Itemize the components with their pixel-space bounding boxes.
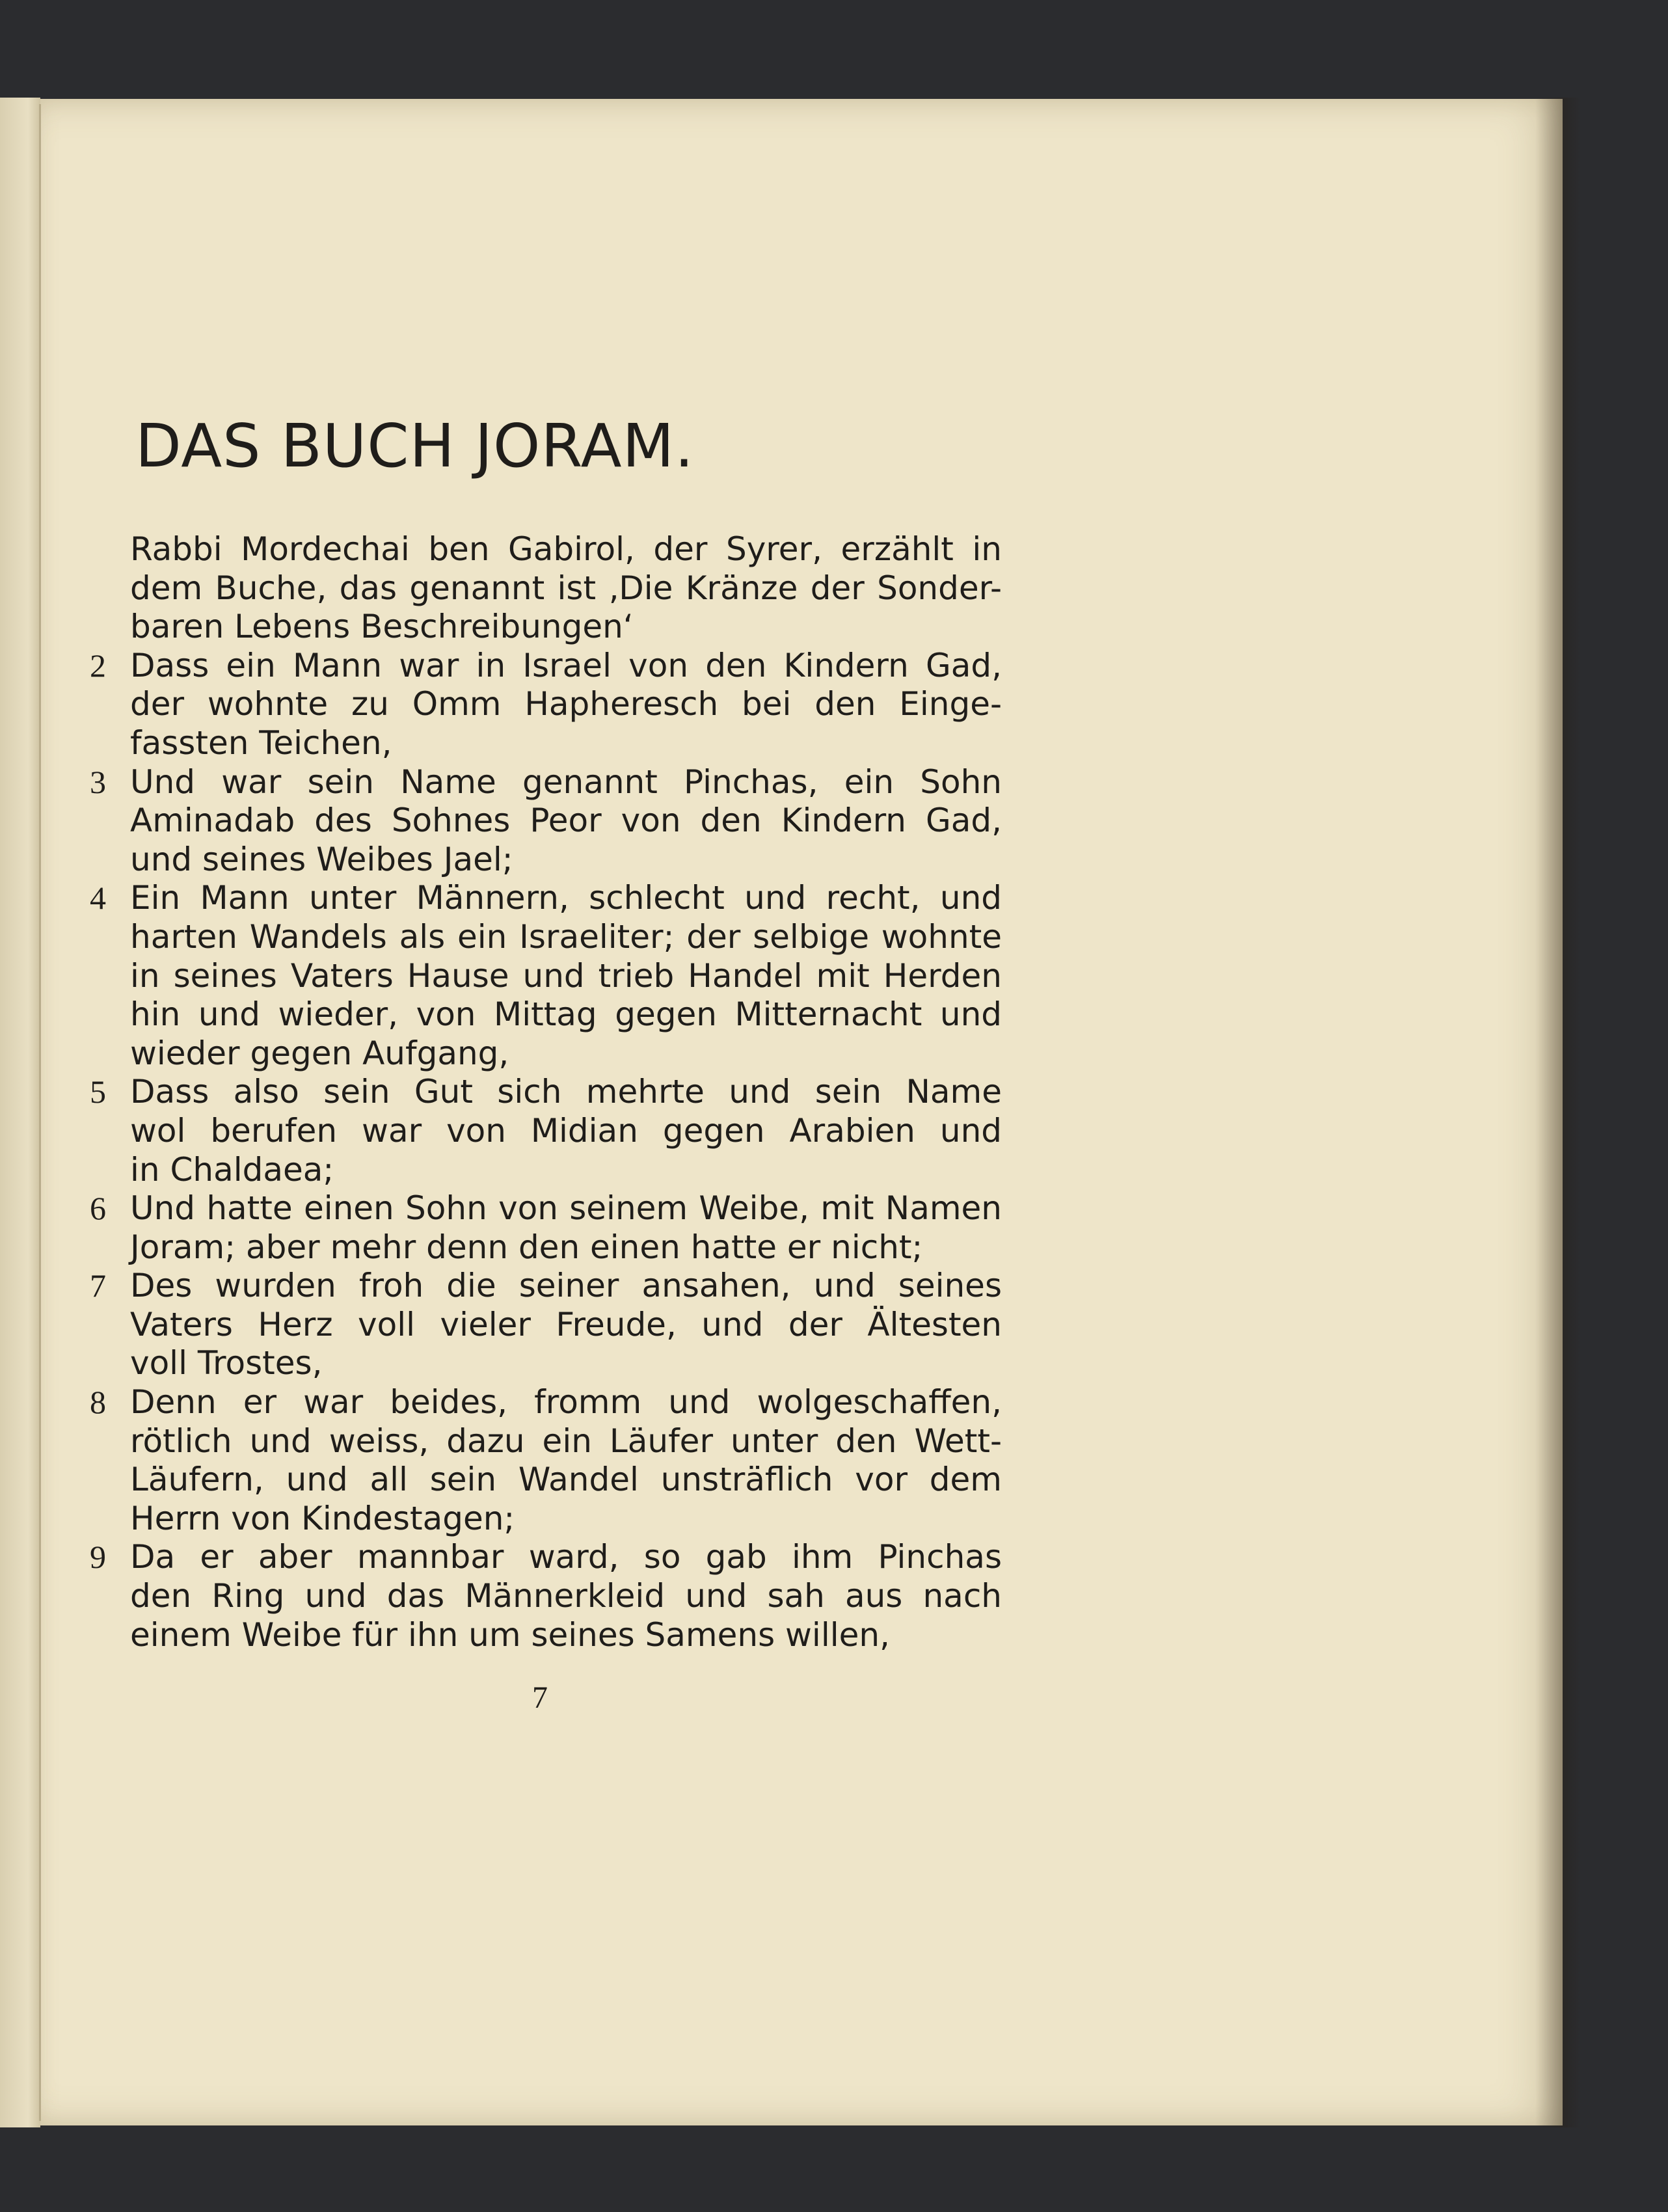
verse-line: Denn er war beides, fromm und wolgeschaffen, [130, 1383, 1002, 1422]
verse [90, 1383, 1002, 1538]
left-page-edge [0, 98, 40, 2127]
verse [90, 762, 1002, 880]
gutter-line [39, 104, 41, 2121]
verse [90, 1267, 1002, 1383]
verse-line: Aminadab des Sohnes Peor von den Kindern Gad, [130, 802, 1002, 840]
verse-number: 3 [90, 763, 106, 800]
verse-line: in Chaldaea; [130, 1150, 334, 1189]
verse-line: Herrn von Kindestagen; [130, 1499, 515, 1537]
verse-line: hin und wieder, von Mittag gegen Mitternacht und [130, 995, 1002, 1034]
verse-number: 7 [90, 1267, 106, 1304]
verse [90, 879, 1002, 1073]
verse-line: dem Buche, das genannt ist ‚Die Kränze der Sonder- [130, 569, 1002, 607]
verse-line: Rabbi Mordechai ben Gabirol, der Syrer, erzählt in [130, 530, 1002, 568]
verse-line: in seines Vaters Hause und trieb Handel mit Herden [130, 956, 1002, 995]
verse [90, 1073, 1002, 1189]
verse [90, 646, 1002, 763]
verse-list [90, 530, 1002, 1654]
verse-line: und seines Weibes Jael; [130, 840, 513, 878]
verse-line: rötlich und weiss, dazu ein Läufer unter den Wett- [130, 1422, 1002, 1460]
verse-number: 9 [90, 1539, 106, 1576]
verse-line: Vaters Herz voll vieler Freude, und der Ältesten [130, 1305, 1002, 1343]
verse [90, 1189, 1002, 1267]
verse [90, 1538, 1002, 1654]
verse-number: 5 [90, 1073, 106, 1111]
verse-line: Da er aber mannbar ward, so gab ihm Pinchas [130, 1538, 1002, 1576]
verse-number: 4 [90, 880, 106, 917]
chapter-heading: DAS BUCH JORAM. [135, 411, 695, 481]
verse [130, 530, 1002, 647]
verse-line: Läufern, und all sein Wandel unsträflich vor dem [130, 1461, 1002, 1499]
verse-number: 2 [90, 647, 106, 684]
verse-line: wol berufen war von Midian gegen Arabien und [130, 1111, 1002, 1150]
verse-line: wieder gegen Aufgang, [130, 1034, 509, 1072]
verse-line: baren Lebens Beschreibungen‘ [130, 608, 634, 646]
verse-number: 8 [90, 1384, 106, 1421]
verse-line: Dass also sein Gut sich mehrte und sein Name [130, 1073, 1002, 1111]
verse-line: Dass ein Mann war in Israel von den Kindern Gad, [130, 646, 1002, 684]
verse-line: voll Trostes, [130, 1344, 323, 1382]
verse-line: Des wurden froh die seiner ansahen, und seines [130, 1267, 1002, 1305]
verse-line: Und war sein Name genannt Pinchas, ein Sohn [130, 762, 1002, 801]
verse-line: den Ring und das Männerkleid und sah aus nach [130, 1577, 1002, 1615]
page-edge-shadow [1535, 98, 1581, 2127]
verse-line: Joram; aber mehr denn den einen hatte er nicht; [130, 1228, 923, 1266]
verse-line: harten Wandels als ein Israeliter; der selbige wohnte [130, 917, 1002, 956]
verse-number: 6 [90, 1190, 106, 1227]
verse-line: der wohnte zu Omm Hapheresch bei den Einge- [130, 685, 1002, 723]
verse-line: fassten Teichen, [130, 723, 392, 762]
verse-line: Ein Mann unter Männern, schlecht und recht, und [130, 879, 1002, 917]
page-number: 7 [532, 1680, 548, 1715]
verse-line: Und hatte einen Sohn von seinem Weibe, mit Namen [130, 1189, 1002, 1228]
verse-line: einem Weibe für ihn um seines Samens willen, [130, 1615, 890, 1654]
